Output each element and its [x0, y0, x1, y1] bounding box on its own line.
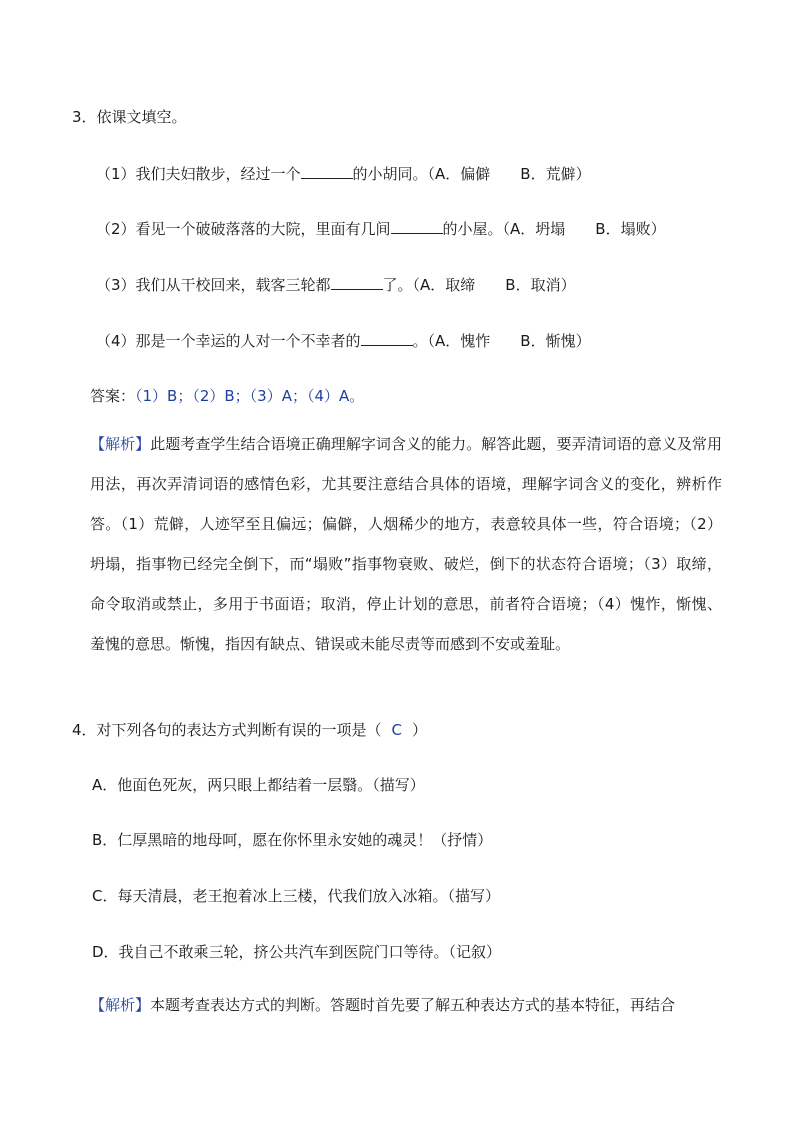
q4-analysis	[90, 995, 675, 1015]
q4-option-a: A．他面色死灰，两只眼上都结着一层翳。（描写）	[92, 776, 425, 794]
question-3-title: 3．依课文填空。	[72, 108, 187, 126]
q3-item-1-pre: （1）我们夫妇散步，经过一个	[96, 165, 301, 183]
q3-item-3-pre: （3）我们从干校回来，载客三轮都	[96, 276, 331, 294]
analysis-text: 本题考查表达方式的判断。答题时首先要了解五种表达方式的基本特征，再结合	[150, 996, 676, 1014]
q3-item-2-pre: （2）看见一个破破落落的大院，里面有几间	[96, 220, 391, 238]
fill-blank	[391, 218, 443, 234]
q3-analysis	[90, 424, 722, 664]
q3-item-1-post: 的小胡同。（A．偏僻 B．荒僻）	[352, 165, 591, 183]
q3-item-4-post: 。（A．愧怍 B．惭愧）	[412, 332, 591, 350]
q4-option-c: C．每天清晨，老王抱着冰上三楼，代我们放入冰箱。（描写）	[92, 887, 500, 905]
fill-blank	[331, 274, 383, 290]
q4-option-d: D．我自己不敢乘三轮，挤公共汽车到医院门口等待。（记叙）	[92, 943, 502, 961]
q3-item-4-pre: （4）那是一个幸运的人对一个不幸者的	[96, 332, 361, 350]
question-4-title	[72, 720, 427, 740]
q4-title-post: ）	[412, 721, 428, 739]
analysis-text: 此题考查学生结合语境正确理解字词含义的能力。解答此题，要弄清词语的意义及常用用法，再次弄清词语的感情色彩，尤其要注意结合具体的语境，理解字词含义的变化，辨析作答。（1）荒僻，人迹罕至且偏远；偏僻，人烟稀少的地方，表意较具体一些，符合语境；（2）坍塌，指事物已经完全倒下，而“塌败”指事物衰败、破烂，倒下的状态符合语境；（3）取缔，命令取消或禁止，多用于书面语；取消，停止计划的意思，前者符合语境；（4）愧怍，惭愧、羞愧的意思。惭愧，指因有缺点、错误或未能尽责等而感到不安或羞耻。	[90, 435, 722, 653]
q3-item-2	[96, 218, 666, 239]
q3-item-3-post: 了。（A．取缔 B．取消）	[382, 276, 576, 294]
fill-blank	[361, 330, 413, 346]
analysis-tag: 【解析】	[90, 435, 151, 453]
q4-title-pre: 4．对下列各句的表达方式判断有误的一项是（	[72, 721, 382, 739]
q4-option-b: B．仁厚黑暗的地母呵，愿在你怀里永安她的魂灵！（抒情）	[92, 831, 493, 849]
analysis-tag: 【解析】	[90, 996, 151, 1014]
answer-label: 答案：	[90, 387, 136, 405]
q3-answer	[90, 386, 364, 406]
q4-answer: C	[391, 721, 403, 739]
q3-item-3	[96, 274, 576, 295]
q3-item-4	[96, 330, 591, 351]
answer-text: （1）B；（2）B；（3）A；（4）A。	[135, 387, 365, 405]
fill-blank	[301, 163, 353, 179]
q3-item-2-post: 的小屋。（A．坍塌 B．塌败）	[442, 220, 666, 238]
q3-item-1	[96, 163, 591, 184]
